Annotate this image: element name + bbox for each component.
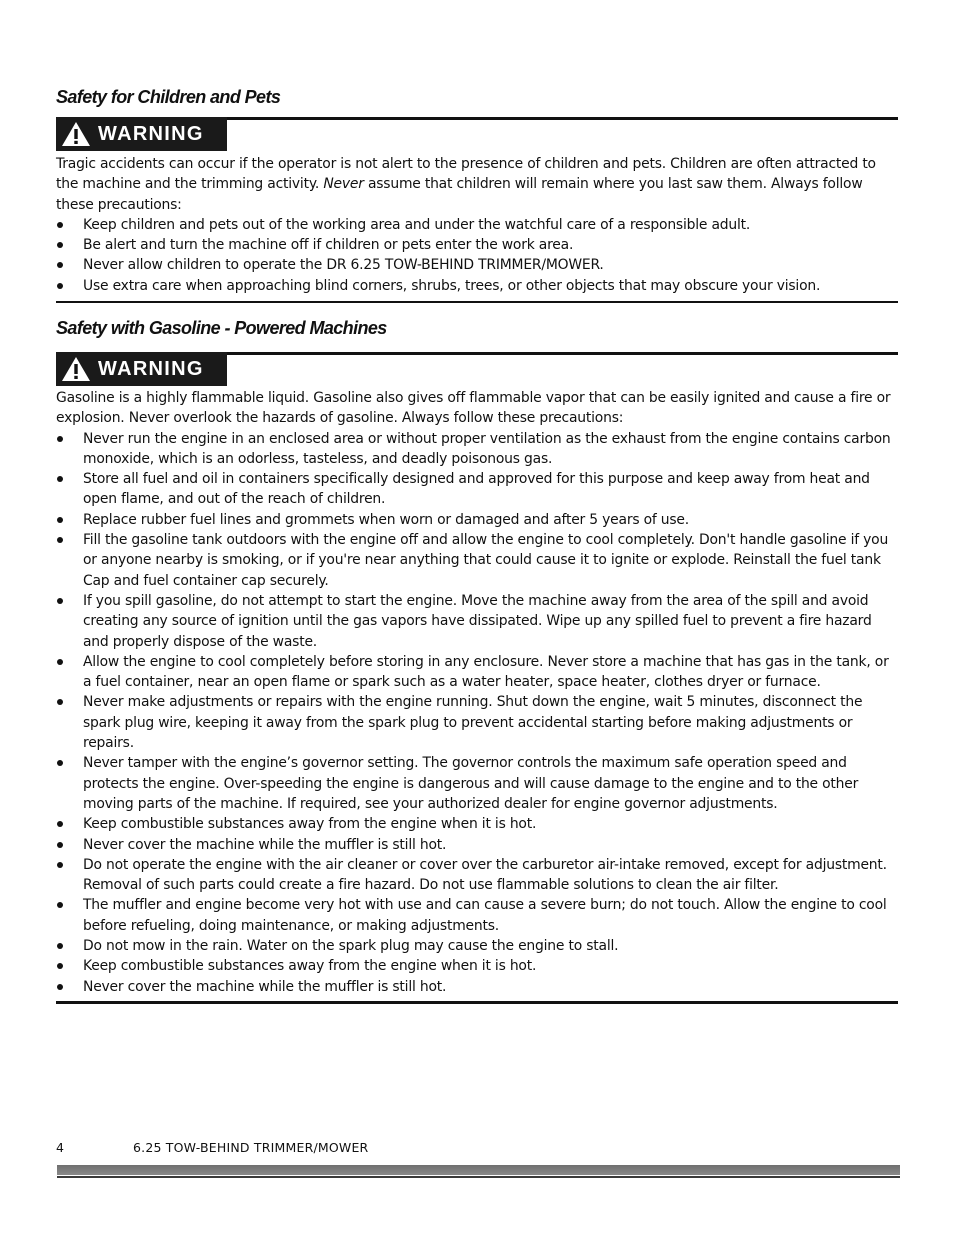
warning-label: WARNING [98,122,204,145]
list-item: Store all fuel and oil in containers specifically designed and approved for this purpose and keep away from heat and open flame, and out of the reach of children. [56,469,898,510]
list-item: Allow the engine to cool completely before storing in any enclosure. Never store a machine that has gas in the tank, or a fuel container, near an open flame or spark such as a water heater, space heater, clothes dryer or furnace. [56,652,898,693]
list-item: Keep combustible substances away from the engine when it is hot. [56,956,898,976]
list-item: Keep children and pets out of the working area and under the watchful care of a responsible adult. [56,215,898,235]
intro-emphasis: Never [323,176,364,193]
list-item: Fill the gasoline tank outdoors with the engine off and allow the engine to cool completely. Don't handle gasoline if you or anyone nearby is smoking, or if you're near anything that could cause it to ignite or explode. Reinstall the fuel tank Cap and fuel container cap securely. [56,530,898,591]
list-item: Never make adjustments or repairs with the engine running. Shut down the engine, wait 5 minutes, disconnect the spark plug wire, keeping it away from the spark plug to prevent accidental starting before making adjustments or repairs. [56,692,898,753]
intro-paragraph: Gasoline is a highly flammable liquid. Gasoline also gives off flammable vapor that can be easily ignited and cause a fire or explosion. Never overlook the hazards of gasoline. Always follow these precautions: [56,390,891,427]
warning-banner [56,117,898,151]
list-item: Do not operate the engine with the air cleaner or cover over the carburetor air-intake removed, except for adjustment. Removal of such parts could create a fire hazard. Do not use flammable solutions to clean the air filter. [56,855,898,896]
section-bottom-rule [56,1001,898,1004]
section-children-pets [56,86,898,303]
warning-label: WARNING [98,357,204,380]
list-item: The muffler and engine become very hot with use and can cause a severe burn; do not touch. Allow the engine to cool before refueling, doing maintenance, or making adjustments. [56,895,898,936]
warning-label-box [56,117,227,151]
section-title: Safety for Children and Pets [56,87,281,107]
footer-bar [57,1165,900,1178]
list-item: Be alert and turn the machine off if children or pets enter the work area. [56,235,898,255]
list-item: If you spill gasoline, do not attempt to start the engine. Move the machine away from the area of the spill and avoid creating any source of ignition until the gas vapors have dissipated. Wipe up any spilled fuel to prevent a fire hazard and properly dispose of the waste. [56,591,898,652]
section-gasoline [56,317,898,1004]
section-title: Safety with Gasoline - Powered Machines [56,318,387,338]
warning-triangle-icon [61,356,91,382]
list-item: Never allow children to operate the DR 6.25 TOW-BEHIND TRIMMER/MOWER. [56,255,898,275]
intro-text-rest: assume that children will remain where you last saw them. Always follow these precautions: [56,176,863,213]
section-bottom-rule [56,301,898,303]
list-item: Replace rubber fuel lines and grommets when worn or damaged and after 5 years of use. [56,510,898,530]
intro-text: Tragic accidents can occur if the operator is not alert to the presence of children and pets. Children are often attracted to the machine and the trimming activity. [56,156,876,193]
intro-paragraph [56,154,898,215]
precaution-list [56,215,898,296]
page-number: 4 [56,1140,64,1155]
list-item: Use extra care when approaching blind corners, shrubs, trees, or other objects that may obscure your vision. [56,276,898,296]
warning-label-box [56,352,227,386]
warning-triangle-icon [61,121,91,147]
list-item: Do not mow in the rain. Water on the spark plug may cause the engine to stall. [56,936,898,956]
section-body [56,154,898,296]
list-item: Keep combustible substances away from the engine when it is hot. [56,814,898,834]
list-item: Never tamper with the engine’s governor setting. The governor controls the maximum safe operation speed and protects the engine. Over-speeding the engine is dangerous and will cause damage to the engine and to the other moving parts of the machine. If required, see your authorized dealer for engine governor adjustments. [56,753,898,814]
list-item: Never cover the machine while the muffler is still hot. [56,977,898,997]
precaution-list [56,429,898,997]
warning-banner [56,352,898,386]
footer-title: 6.25 TOW-BEHIND TRIMMER/MOWER [133,1140,369,1155]
list-item: Never cover the machine while the muffler is still hot. [56,835,898,855]
list-item: Never run the engine in an enclosed area or without proper ventilation as the exhaust from the engine contains carbon monoxide, which is an odorless, tasteless, and deadly poisonous gas. [56,429,898,470]
section-body [56,388,898,997]
